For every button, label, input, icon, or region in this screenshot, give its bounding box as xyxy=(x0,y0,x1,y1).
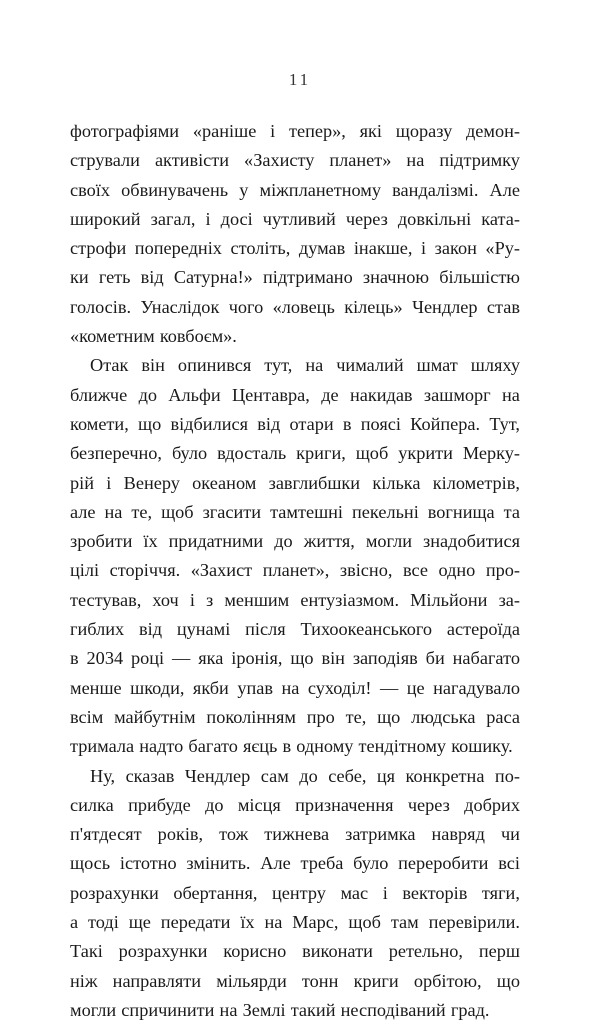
word: кілька xyxy=(372,472,421,493)
word: розрахунки xyxy=(118,941,208,962)
word: ніж xyxy=(70,970,98,991)
word: іронія, xyxy=(231,648,283,669)
word: океаном xyxy=(192,472,257,493)
word: до xyxy=(205,794,224,815)
text-line xyxy=(70,527,520,556)
word: від xyxy=(139,619,163,640)
word: набагато xyxy=(452,648,520,669)
word: цілі xyxy=(70,560,100,581)
paragraph xyxy=(70,117,520,351)
text-line xyxy=(70,322,520,351)
word: загал, xyxy=(150,208,196,229)
text-line xyxy=(70,791,520,820)
word: стрували xyxy=(70,150,140,171)
word: тендітному xyxy=(358,736,447,757)
word: те, xyxy=(345,706,367,727)
word: згасити xyxy=(202,501,262,522)
word: придатними xyxy=(168,531,264,552)
text-line xyxy=(70,996,520,1025)
word: людська xyxy=(411,706,476,727)
word: і xyxy=(382,882,388,903)
word: про xyxy=(306,706,335,727)
word: голосів. xyxy=(70,296,132,317)
word: на xyxy=(219,999,238,1020)
word: Але xyxy=(260,853,291,874)
word: які xyxy=(359,121,382,141)
word: Венеру xyxy=(123,472,180,493)
word: ще xyxy=(128,912,151,933)
word: своїх xyxy=(70,179,110,200)
word: що xyxy=(496,970,520,991)
text-line xyxy=(70,967,520,996)
word: Землі xyxy=(242,999,286,1020)
word: тоді xyxy=(88,912,119,933)
word: тонн xyxy=(301,970,339,991)
word: життя, xyxy=(303,531,355,552)
word: навряд xyxy=(431,824,485,845)
word: за- xyxy=(498,589,520,610)
word: направляти xyxy=(112,970,202,991)
word: думав xyxy=(298,238,346,259)
word: раса xyxy=(486,706,520,727)
paragraph xyxy=(70,762,520,1025)
word: на xyxy=(104,501,123,522)
text-line xyxy=(70,674,520,703)
text-line xyxy=(70,234,520,263)
word: Отак xyxy=(90,355,129,376)
word: всі xyxy=(498,853,520,874)
word: на xyxy=(502,384,520,405)
word: упав xyxy=(237,677,273,698)
word: надто xyxy=(139,736,184,757)
word: на xyxy=(264,912,283,933)
word: чи xyxy=(500,824,520,845)
word: щоб xyxy=(348,912,381,933)
word: він xyxy=(321,648,345,669)
word: щоб xyxy=(355,443,389,464)
word: строфи xyxy=(70,238,127,259)
word: отари xyxy=(289,413,334,434)
word: в xyxy=(282,736,292,757)
word: тож xyxy=(219,824,249,845)
word: Койпера. xyxy=(410,413,481,434)
word: одно xyxy=(438,560,476,581)
word: розрахунки xyxy=(70,882,159,903)
word: до xyxy=(138,384,158,405)
word: векторів xyxy=(402,882,468,903)
text-line xyxy=(70,410,520,439)
word: їх xyxy=(240,912,255,933)
word: те, xyxy=(131,501,153,522)
word: тепер», xyxy=(288,121,346,141)
word: кошику. xyxy=(451,736,513,757)
word: і xyxy=(421,238,427,259)
word: планет» xyxy=(329,150,392,171)
word: Тут, xyxy=(489,413,520,434)
word: тижнева xyxy=(264,824,330,845)
word: зробити xyxy=(70,531,133,552)
word: завглибшки xyxy=(268,472,361,493)
word: році xyxy=(130,648,165,669)
word: несподіваний xyxy=(340,999,446,1020)
word: «Ру- xyxy=(485,238,520,259)
word: широкий xyxy=(70,208,141,229)
word: передати xyxy=(160,912,231,933)
word: «раніше xyxy=(192,121,257,141)
word: менше xyxy=(70,677,122,698)
word: укрити xyxy=(398,443,453,464)
word: Центавра, xyxy=(231,384,310,405)
word: яка xyxy=(198,648,224,669)
word: суходіл! xyxy=(307,677,372,698)
word: гиблих xyxy=(70,619,125,640)
word: обвинувачень xyxy=(121,179,229,200)
word: попередніх xyxy=(134,238,222,259)
word: криги, xyxy=(296,443,346,464)
word: зашморг xyxy=(423,384,491,405)
word: він xyxy=(141,355,165,376)
word: Тихоокеанського xyxy=(300,619,433,640)
word: з xyxy=(206,589,214,610)
word: «ловець xyxy=(272,296,335,317)
word: себе, xyxy=(328,765,367,786)
word: ковбоєм». xyxy=(159,326,237,347)
word: в xyxy=(70,648,79,669)
word: закон xyxy=(434,238,477,259)
word: після xyxy=(245,619,286,640)
word: і xyxy=(205,208,211,229)
word: через xyxy=(407,794,450,815)
word: досі xyxy=(220,208,253,229)
text-line xyxy=(70,644,520,673)
word: накидав xyxy=(349,384,413,405)
word: істотно xyxy=(119,853,177,874)
word: яєць xyxy=(242,736,278,757)
word: вандалізмі. xyxy=(392,179,479,200)
word: все xyxy=(402,560,428,581)
word: криги xyxy=(353,970,399,991)
word: тяги, xyxy=(481,882,520,903)
word: шмат xyxy=(416,355,458,376)
word: «Захисту xyxy=(244,150,315,171)
word: спричинити xyxy=(121,999,215,1020)
word: років, xyxy=(157,824,204,845)
text-line xyxy=(70,293,520,322)
word: 2034 xyxy=(86,648,124,669)
word: центру xyxy=(271,882,326,903)
word: сам xyxy=(260,765,289,786)
text-line xyxy=(70,469,520,498)
word: ближче xyxy=(70,384,128,405)
word: знадобитися xyxy=(423,531,520,552)
word: було xyxy=(171,443,208,464)
page-number: 11 xyxy=(288,70,312,89)
word: довкільні xyxy=(397,208,472,229)
text-line xyxy=(70,849,520,878)
word: Ну, xyxy=(90,765,116,786)
word: від xyxy=(257,413,281,434)
word: де xyxy=(321,384,339,405)
word: їх xyxy=(143,531,158,552)
word: від xyxy=(140,267,164,288)
body-text xyxy=(70,117,520,1025)
word: сказав xyxy=(125,765,175,786)
text-line xyxy=(70,263,520,292)
word: «кометним xyxy=(70,326,155,347)
word: заподіяв xyxy=(352,648,418,669)
word: силка xyxy=(70,794,114,815)
word: було xyxy=(353,853,389,874)
word: та xyxy=(503,501,520,522)
word: через xyxy=(345,208,388,229)
word: на xyxy=(281,677,300,698)
word: по- xyxy=(494,765,520,786)
word: всім xyxy=(70,706,104,727)
text-line xyxy=(70,176,520,205)
word: до xyxy=(274,531,293,552)
paragraph xyxy=(70,351,520,761)
word: п'ятдесят xyxy=(70,824,142,845)
word: щоразу xyxy=(395,121,453,141)
text-line xyxy=(70,762,520,791)
text-line xyxy=(70,556,520,585)
word: «Захист xyxy=(190,560,253,581)
word: астероїда xyxy=(446,619,520,640)
text-line xyxy=(70,117,520,146)
word: град. xyxy=(450,999,490,1020)
word: переробити xyxy=(398,853,489,874)
word: там xyxy=(390,912,419,933)
word: і xyxy=(270,121,276,141)
word: значною xyxy=(362,267,430,288)
word: вдосталь xyxy=(217,443,287,464)
text-line xyxy=(70,586,520,615)
text-line xyxy=(70,351,520,380)
word: нагадувало xyxy=(433,677,520,698)
word: майбутнім xyxy=(114,706,196,727)
text-line xyxy=(70,908,520,937)
word: перш xyxy=(478,941,520,962)
word: але xyxy=(70,501,96,522)
word: Марс, xyxy=(292,912,339,933)
word: більшістю xyxy=(439,267,520,288)
word: чого xyxy=(228,296,264,317)
word: століть, xyxy=(230,238,291,259)
word: і xyxy=(189,589,195,610)
word: що xyxy=(290,648,314,669)
word: тримала xyxy=(70,736,135,757)
word: тут, xyxy=(264,355,293,376)
word: що xyxy=(138,413,162,434)
word: ки xyxy=(70,267,89,288)
word: прибуде xyxy=(128,794,191,815)
word: до xyxy=(299,765,318,786)
word: обертання, xyxy=(173,882,258,903)
word: міжпланетному xyxy=(259,179,382,200)
word: Мільйони xyxy=(410,589,488,610)
word: звісно, xyxy=(339,560,393,581)
word: перевірили. xyxy=(428,912,520,933)
word: конкретна xyxy=(405,765,485,786)
word: геть xyxy=(98,267,131,288)
word: демон- xyxy=(466,121,520,141)
word: Альфи xyxy=(168,384,221,405)
word: тамтешні xyxy=(270,501,344,522)
word: такий xyxy=(290,999,336,1020)
word: планет», xyxy=(262,560,330,581)
word: одному xyxy=(296,736,354,757)
word: ката- xyxy=(481,208,520,229)
word: Мерку- xyxy=(462,443,520,464)
text-line xyxy=(70,146,520,175)
text-line xyxy=(70,615,520,644)
word: вогнища xyxy=(427,501,495,522)
text-line xyxy=(70,820,520,849)
word: шляху xyxy=(470,355,520,376)
word: підтримано xyxy=(262,267,353,288)
word: відбилися xyxy=(170,413,248,434)
word: цунамі xyxy=(176,619,231,640)
text-line xyxy=(70,732,520,761)
word: місця xyxy=(237,794,281,815)
word: чутливий xyxy=(262,208,336,229)
word: пекельні xyxy=(352,501,419,522)
word: призначення xyxy=(295,794,394,815)
word: на xyxy=(305,355,324,376)
word: добрих xyxy=(464,794,520,815)
text-line xyxy=(70,381,520,410)
text-line xyxy=(70,937,520,966)
word: Чендлер xyxy=(184,765,251,786)
word: рій xyxy=(70,472,95,493)
word: орбітою, xyxy=(413,970,482,991)
word: Такі xyxy=(70,941,103,962)
word: треба xyxy=(300,853,344,874)
word: багато xyxy=(188,736,238,757)
text-line xyxy=(70,439,520,468)
word: став xyxy=(486,296,520,317)
text-line xyxy=(70,879,520,908)
word: безперечно, xyxy=(70,443,163,464)
word: поколінням xyxy=(206,706,296,727)
word: Сатурна!» xyxy=(173,267,253,288)
word: у xyxy=(239,179,249,200)
word: ця xyxy=(376,765,396,786)
word: виконати xyxy=(302,941,373,962)
word: а xyxy=(70,912,79,933)
word: тестував, xyxy=(70,589,142,610)
word: — xyxy=(172,648,191,669)
word: хоч xyxy=(152,589,179,610)
word: на xyxy=(406,150,425,171)
word: Чендлер xyxy=(412,296,478,317)
word: сторіччя. xyxy=(109,560,181,581)
word: — xyxy=(379,677,399,698)
word: інакше, xyxy=(353,238,413,259)
word: корисно xyxy=(223,941,287,962)
word: мільярди xyxy=(216,970,287,991)
word: мас xyxy=(340,882,369,903)
word: ентузіазмом. xyxy=(300,589,400,610)
text-line xyxy=(70,703,520,732)
word: щось xyxy=(70,853,111,874)
word: змінить. xyxy=(186,853,251,874)
word: шкоди, xyxy=(130,677,185,698)
word: фотографіями xyxy=(70,121,180,141)
word: кілець» xyxy=(344,296,403,317)
word: це xyxy=(406,677,425,698)
word: би xyxy=(425,648,445,669)
word: могли xyxy=(70,999,117,1020)
word: в xyxy=(342,413,352,434)
word: і xyxy=(106,472,112,493)
word: опинився xyxy=(177,355,252,376)
word: про- xyxy=(485,560,520,581)
word: активісти xyxy=(154,150,230,171)
word: щоб xyxy=(161,501,194,522)
word: кілометрів, xyxy=(432,472,520,493)
text-line xyxy=(70,498,520,527)
word: що xyxy=(377,706,401,727)
word: комети, xyxy=(70,413,129,434)
word: Унаслідок xyxy=(140,296,220,317)
word: меншим xyxy=(224,589,290,610)
word: підтримку xyxy=(439,150,520,171)
word: Але xyxy=(489,179,520,200)
word: поясі xyxy=(360,413,401,434)
word: чималий xyxy=(336,355,404,376)
text-line xyxy=(70,205,520,234)
word: якби xyxy=(192,677,229,698)
word: могли xyxy=(365,531,413,552)
word: затримка xyxy=(345,824,416,845)
word: ретельно, xyxy=(388,941,463,962)
